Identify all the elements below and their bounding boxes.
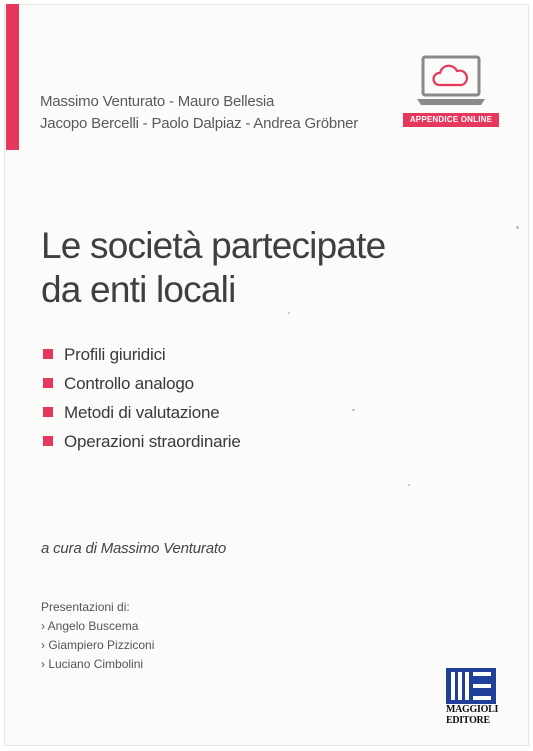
publisher-name-line-1: MAGGIOLI	[446, 704, 499, 715]
print-speck	[288, 312, 290, 314]
authors	[40, 91, 358, 135]
print-speck	[516, 226, 519, 229]
editor-credit: a cura di Massimo Venturato	[41, 540, 226, 557]
list-item: Metodi di valutazione	[43, 398, 241, 427]
bullet-square-icon	[43, 349, 53, 359]
accent-edge-bar	[6, 4, 19, 150]
maggioli-logo-icon	[446, 668, 496, 704]
presenter-name: › Giampiero Pizziconi	[41, 638, 155, 652]
title-line-2: da enti locali	[41, 269, 236, 310]
presenter-name: › Luciano Cimbolini	[41, 657, 144, 671]
presentations	[41, 598, 154, 674]
list-item: Profili giuridici	[43, 340, 241, 369]
topics-list	[43, 340, 241, 456]
bullet-square-icon	[43, 436, 53, 446]
authors-line-2: Jacopo Bercelli - Paolo Dalpiaz - Andrea Gröbner	[40, 115, 359, 132]
list-item: Controllo analogo	[43, 369, 241, 398]
laptop-cloud-icon	[415, 55, 487, 111]
title-line-1: Le società partecipate	[41, 225, 386, 266]
appendix-online-badge	[403, 55, 499, 127]
print-speck	[408, 484, 410, 486]
authors-line-1: Massimo Venturato - Mauro Bellesia	[40, 93, 275, 110]
presentations-heading: Presentazioni di:	[41, 600, 130, 614]
list-item: Operazioni straordinarie	[43, 427, 241, 456]
book-title	[41, 224, 385, 312]
publisher-logo	[446, 668, 498, 726]
publisher-name-line-2: EDITORE	[446, 715, 490, 726]
bullet-square-icon	[43, 407, 53, 417]
print-speck	[352, 409, 355, 411]
bullet-square-icon	[43, 378, 53, 388]
presenter-name: › Angelo Buscema	[41, 619, 139, 633]
appendix-label: APPENDICE ONLINE	[403, 113, 499, 127]
